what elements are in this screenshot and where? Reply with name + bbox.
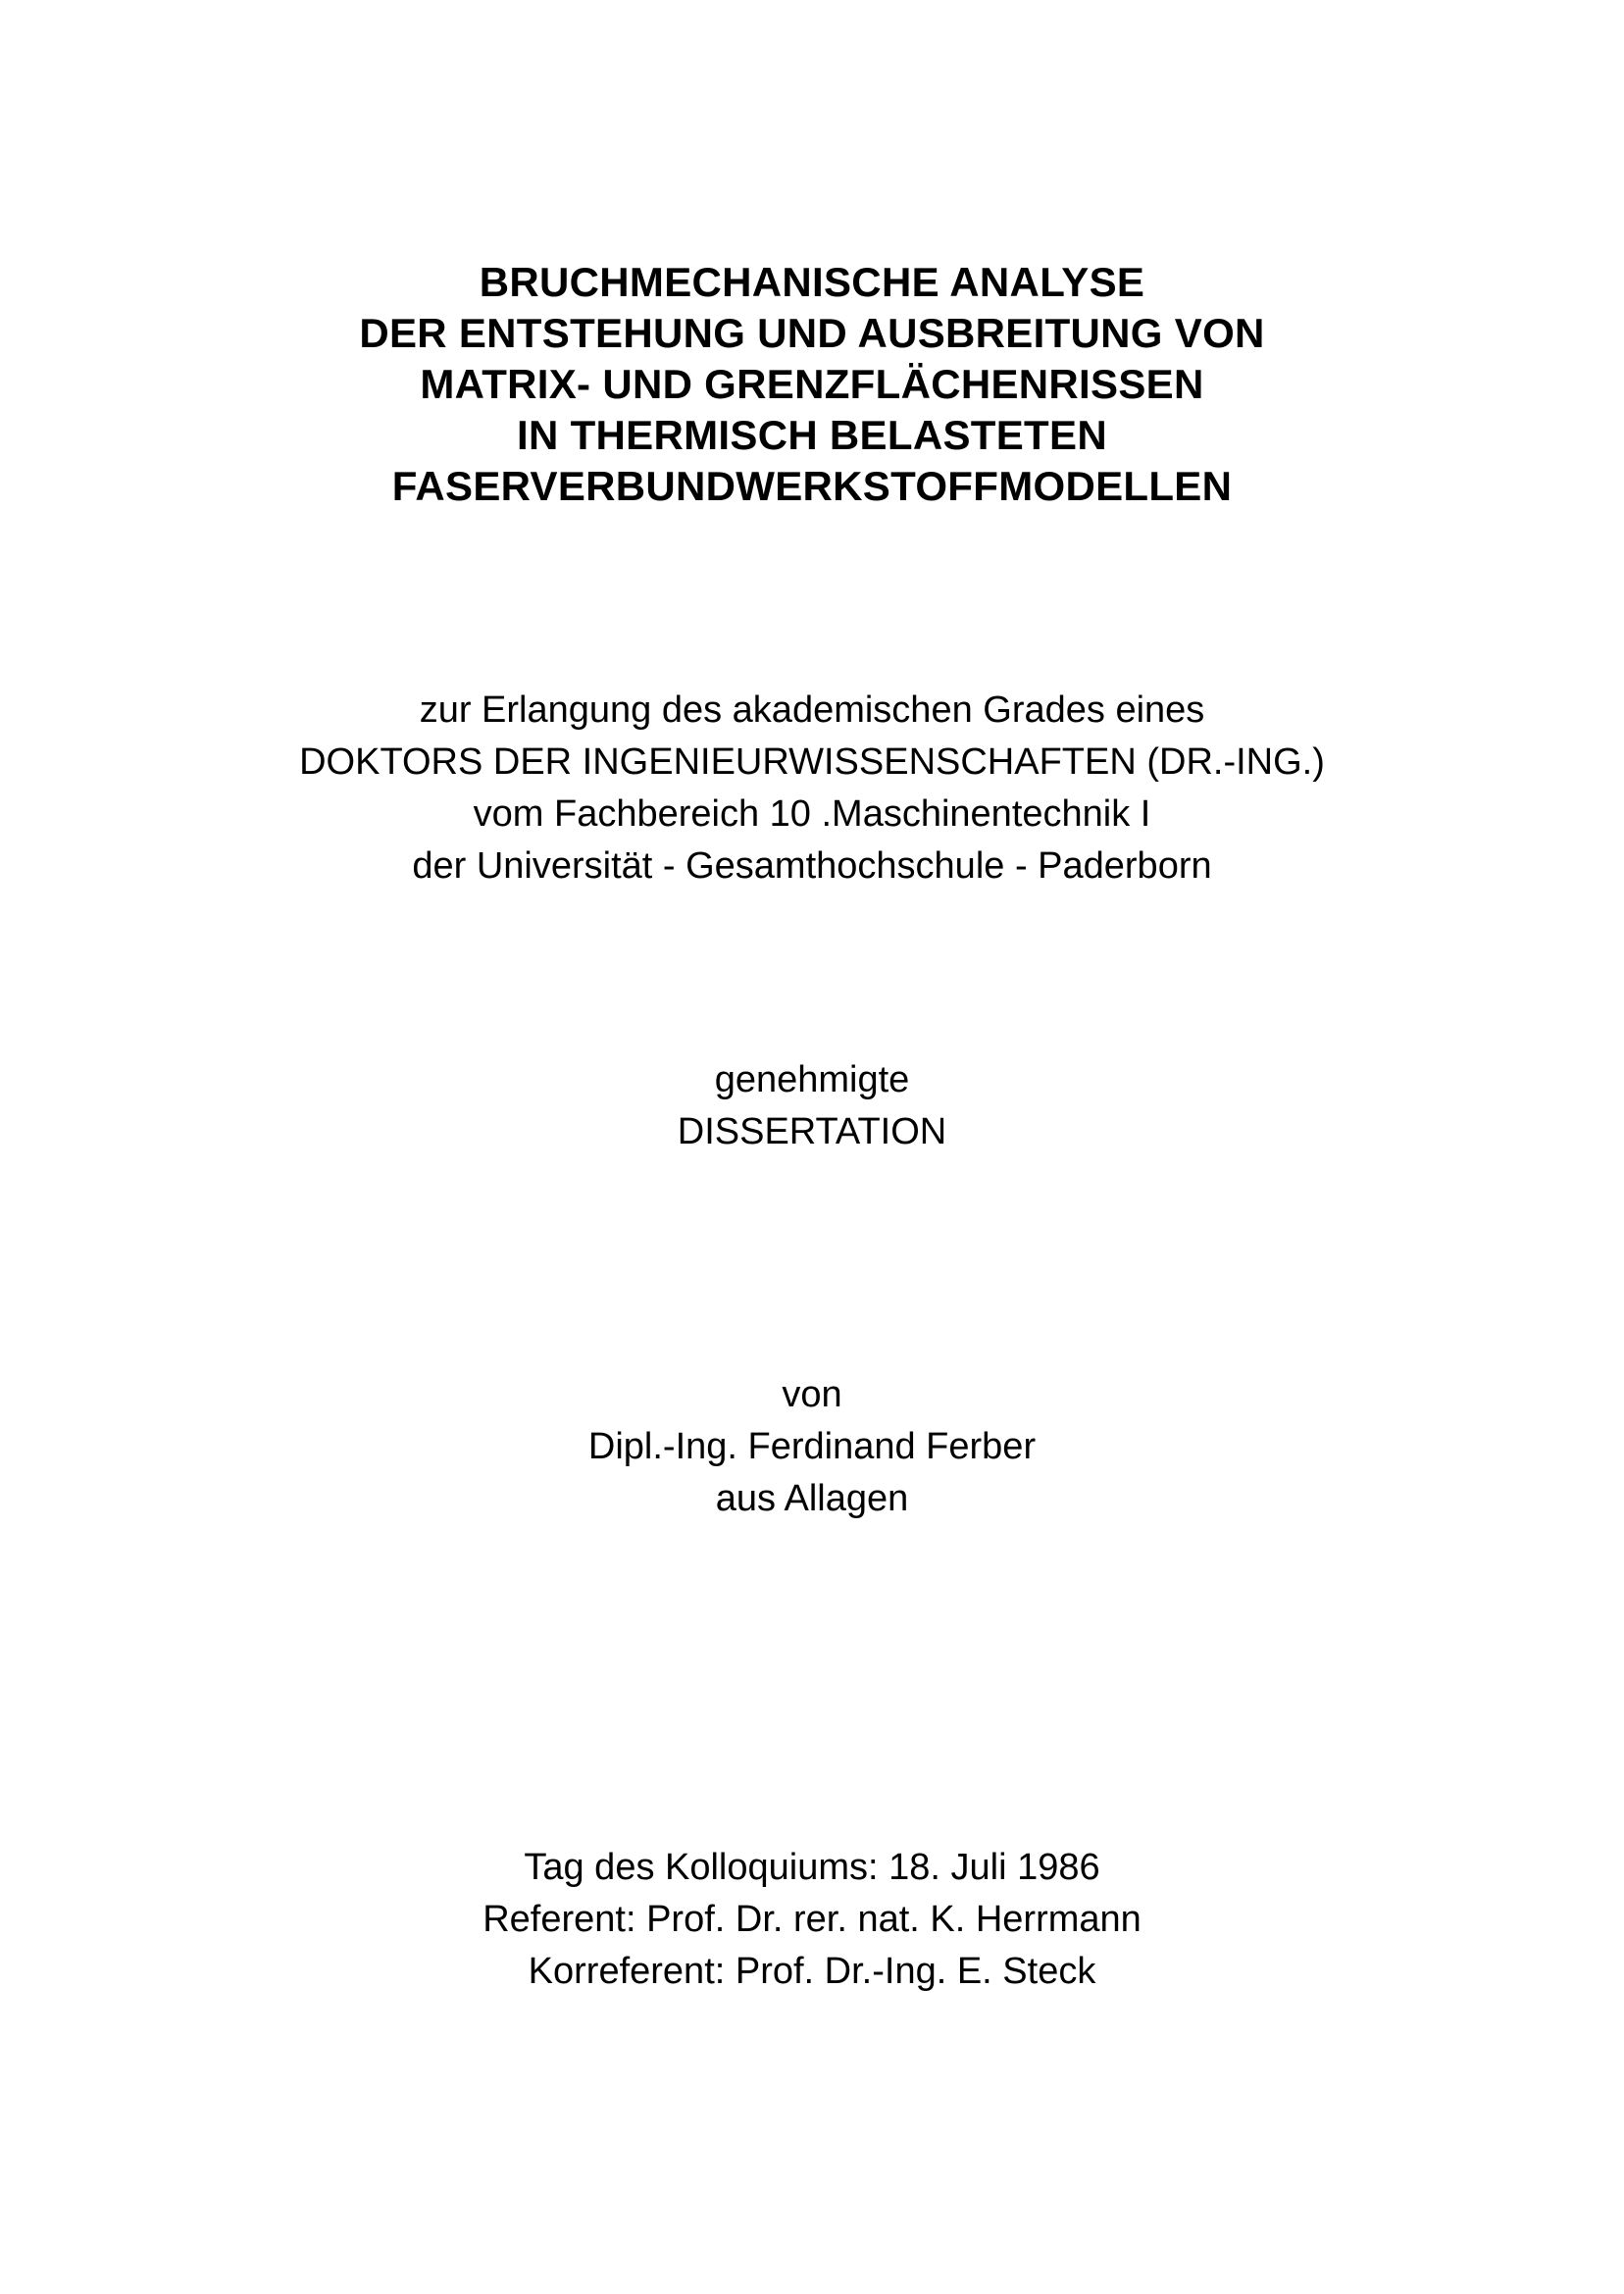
purpose-line-3: vom Fachbereich 10 .Maschinentechnik I (473, 793, 1151, 835)
korreferent: Korreferent: Prof. Dr.-Ing. E. Steck (528, 1951, 1096, 1992)
type-line-2: DISSERTATION (677, 1111, 947, 1152)
title-line-2: DER ENTSTEHUNG UND AUSBREITUNG VON (359, 310, 1265, 356)
author-block (0, 1369, 1624, 1525)
referent: Referent: Prof. Dr. rer. nat. K. Herrmann (482, 1899, 1142, 1940)
purpose-line-1: zur Erlangung des akademischen Grades eines (419, 689, 1205, 731)
purpose-line-2: DOKTORS DER INGENIEURWISSENSCHAFTEN (DR.-ING.) (299, 741, 1325, 783)
title-line-1: BRUCHMECHANISCHE ANALYSE (479, 259, 1145, 305)
document-type (0, 1054, 1624, 1158)
purpose-line-4: der Universität - Gesamthochschule - Paderborn (412, 845, 1212, 887)
dissertation-title (0, 257, 1624, 512)
author-origin: aus Allagen (715, 1478, 909, 1519)
title-line-3: MATRIX- UND GRENZFLÄCHENRISSEN (420, 361, 1204, 407)
degree-purpose (0, 685, 1624, 892)
title-line-5: FASERVERBUNDWERKSTOFFMODELLEN (391, 463, 1233, 509)
title-line-4: IN THERMISCH BELASTETEN (517, 412, 1107, 458)
colloquium-date: Tag des Kolloquiums: 18. Juli 1986 (524, 1847, 1100, 1888)
author-name: Dipl.-Ing. Ferdinand Ferber (587, 1426, 1037, 1467)
type-line-1: genehmigte (714, 1059, 910, 1100)
committee-block (0, 1842, 1624, 1998)
author-line-1: von (782, 1374, 842, 1415)
